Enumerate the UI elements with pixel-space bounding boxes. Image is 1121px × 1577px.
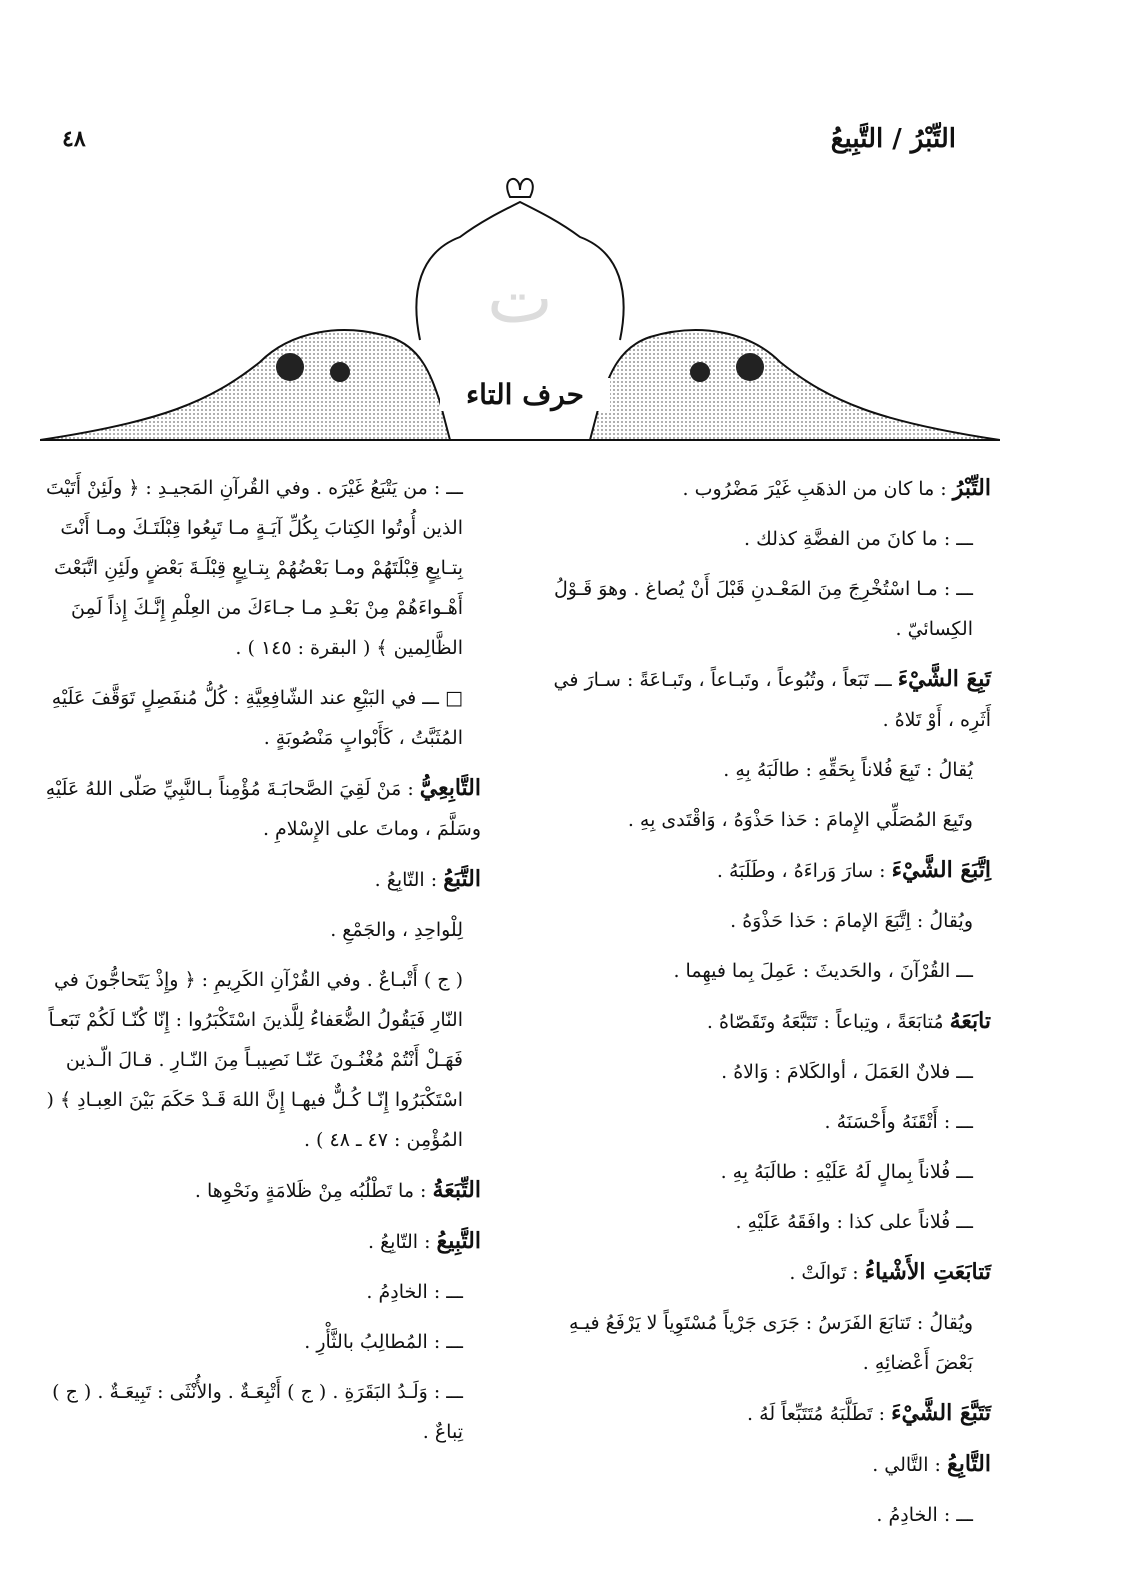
headword: تَبِعَ الشَّيْءَ bbox=[897, 666, 991, 692]
headword: التِّبَعَةُ bbox=[432, 1177, 481, 1203]
page-number: ٤٨ bbox=[62, 126, 86, 152]
sub-definition: ـــ فُلاناً بِمالٍ لَهُ عَلَيْهِ : طالَبَهُ بِهِ . bbox=[720, 1161, 973, 1183]
sub-definition: ـــ : ما كانَ من الفضَّةِ كذلك . bbox=[744, 528, 973, 550]
definition: : التّابِعُ . bbox=[374, 869, 438, 891]
headword: اِتَّبَعَ الشَّيْءَ bbox=[891, 857, 991, 883]
headword: تَتَبَّعَ الشَّيْءَ bbox=[891, 1400, 991, 1426]
left-column bbox=[41, 468, 481, 1462]
sub-definition: □ ـــ في البَيْعِ عند الشّافِعِيَّةِ : كُلُّ مُنفَصِلٍ تَوَقَّفَ عَلَيْهِ المُثَبَّتُ ، كَأَبْوابٍ مَنْصُوبَةٍ . bbox=[51, 687, 463, 749]
headword: التَّبَعُ bbox=[443, 866, 481, 892]
sub-definition: ـــ : من يَتْبَعُ غَيْرَه . وفي القُرآنِ المَجيـدِ : ﴿ ولَئِنْ أَتَيْتَ الذين أُوتُوا الكِتابَ بِكُلِّ آيَـةٍ مـا تَبِعُوا قِبْلَتَـكَ ومـا أَنْتَ بِتـابِعٍ قِبْلَتَهُمْ ومـا بَعْضُهُمْ بِتـابِعٍ قِبْلَـةَ بَعْضٍ ولَئِنِ اتَّبَعْتَ أَهْـواءَهُمْ مِنْ بَعْـدِ مـا جـاءَكَ من العِلْمِ إِنَّـكَ إِذاً لَمِنَ الظَّالِمين ﴾ ( البقرة : ١٤٥ ) . bbox=[46, 477, 463, 659]
sub-definition: ـــ : أَتْقَنَهُ وأَحْسَنَهُ . bbox=[824, 1111, 973, 1133]
headword: التَّابِعِيُّ bbox=[419, 775, 481, 801]
definition: مُتابَعَةً ، وتِباعاً : تَتَبَّعَهُ وتَقَصّاهُ . bbox=[706, 1011, 944, 1033]
definition: : ما كان من الذهَبِ غَيْرَ مَضْرُوب . bbox=[682, 478, 947, 500]
definition: : ما تَطْلُبُه مِنْ ظَلامَةٍ ونَحْوِها . bbox=[194, 1180, 427, 1202]
running-head: التِّبْرُ / التَّبِيعُ bbox=[830, 124, 956, 154]
sub-definition: ـــ فُلاناً على كذا : وافَقَهُ عَلَيْهِ . bbox=[735, 1211, 973, 1233]
sub-definition: ويُقالُ : تَتابَعَ الفَرَسُ : جَرَى جَرْياً مُسْتَوِياً لا يَرْفَعُ فيـهِ بَعْضَ أَعْضائِهِ . bbox=[569, 1312, 973, 1374]
sub-definition: ـــ : الخادِمُ . bbox=[876, 1504, 973, 1526]
sub-definition: ـــ : الخادِمُ . bbox=[366, 1281, 463, 1303]
definition: : التَّالي . bbox=[872, 1454, 941, 1476]
sub-definition: ( ج ) أَتْبـاعٌ . وفي القُرْآنِ الكَرِيمِ : ﴿ وإِذْ يَتَحاجُّونَ في النّارِ فَيَقُولُ الضُّعَفاءُ لِلَّذينَ اسْتَكْبَرُوا : إِنّا كُنّـا لَكُمْ تَبَعـاً فَهَـلْ أَنْتُمْ مُغْنُـونَ عَنّـا نَصِيبـاً مِنَ النّـارِ . قـالَ الّـذين اسْتَكْبَرُوا إِنّـا كُـلٌّ فيهـا إِنَّ اللهَ قَـدْ حَكَمَ بَيْنَ العِبـادِ ﴾ ( المُؤْمِن : ٤٧ ـ ٤٨ ) . bbox=[46, 969, 463, 1151]
sub-definition: ـــ : وَلَـدُ البَقَرَةِ . ( ج ) أَتْبِعَـةٌ . والأُنْثَى : تَبِيعَـةٌ . ( ج ) تِباعٌ . bbox=[52, 1381, 463, 1443]
right-column bbox=[551, 468, 991, 1545]
definition: : تَطَلَّبَهُ مُتَتَبِّعاً لَهُ . bbox=[747, 1403, 886, 1425]
definition: : تَوالَتْ . bbox=[789, 1262, 859, 1284]
definition: : التّابِعُ . bbox=[367, 1231, 431, 1253]
headword: التِّبْرُ bbox=[952, 475, 991, 501]
sub-definition: وتَبِعَ المُصَلِّي الإِمامَ : حَذا حَذْوَهُ ، وَاقْتَدى بِهِ . bbox=[627, 809, 973, 831]
letter-ta-watermark: ت bbox=[487, 257, 553, 339]
sub-definition: لِلْواحِدِ ، والجَمْعِ . bbox=[330, 919, 463, 941]
headword: تَتابَعَتِ الأَشْياءُ bbox=[864, 1259, 991, 1285]
definition: : مَنْ لَقِيَ الصَّحابَـةَ مُؤْمِناً بـالنَّبِيِّ صَلّى اللهُ عَلَيْهِ وسَلَّمَ ، وماتَ على الإِسْلامِ . bbox=[45, 778, 481, 840]
definition: : سارَ وَراءَهُ ، وطَلَبَهُ . bbox=[716, 860, 886, 882]
sub-definition: ويُقالُ : اِتَّبَعَ الإمامَ : حَذا حَذْوَهُ . bbox=[730, 910, 973, 932]
sub-definition: ـــ القُرْآنَ ، والحَديثَ : عَمِلَ بِما فيهِما . bbox=[673, 960, 973, 982]
sub-definition: يُقالُ : تَبِعَ فُلاناً بِحَقِّهِ : طالَبَهُ بِهِ . bbox=[723, 759, 973, 781]
sub-definition: ـــ : المُطالِبُ بالثَّأْرِ . bbox=[304, 1331, 463, 1353]
headword: التَّبِيعُ bbox=[436, 1228, 481, 1254]
chapter-title: حرف التاء bbox=[440, 378, 610, 411]
sub-definition: ـــ : مـا اسْتُخْرِجَ مِنَ المَعْـدنِ قَبْلَ أَنْ يُصاغ . وهوَ قَـوْلُ الكِسائيّ . bbox=[553, 578, 973, 640]
sub-definition: ـــ فلانٌ العَمَلَ ، أوالكَلامَ : وَالاهُ . bbox=[721, 1061, 973, 1083]
headword: تابَعَهُ bbox=[949, 1008, 991, 1034]
definition: ـــ تَبَعاً ، وتُبُوعاً ، وتَبـاعاً ، وتَبـاعَةً : سـارَ في أَثَرِه ، أَوْ تَلاهُ . bbox=[553, 669, 991, 731]
headword: التَّابِعُ bbox=[947, 1451, 991, 1477]
